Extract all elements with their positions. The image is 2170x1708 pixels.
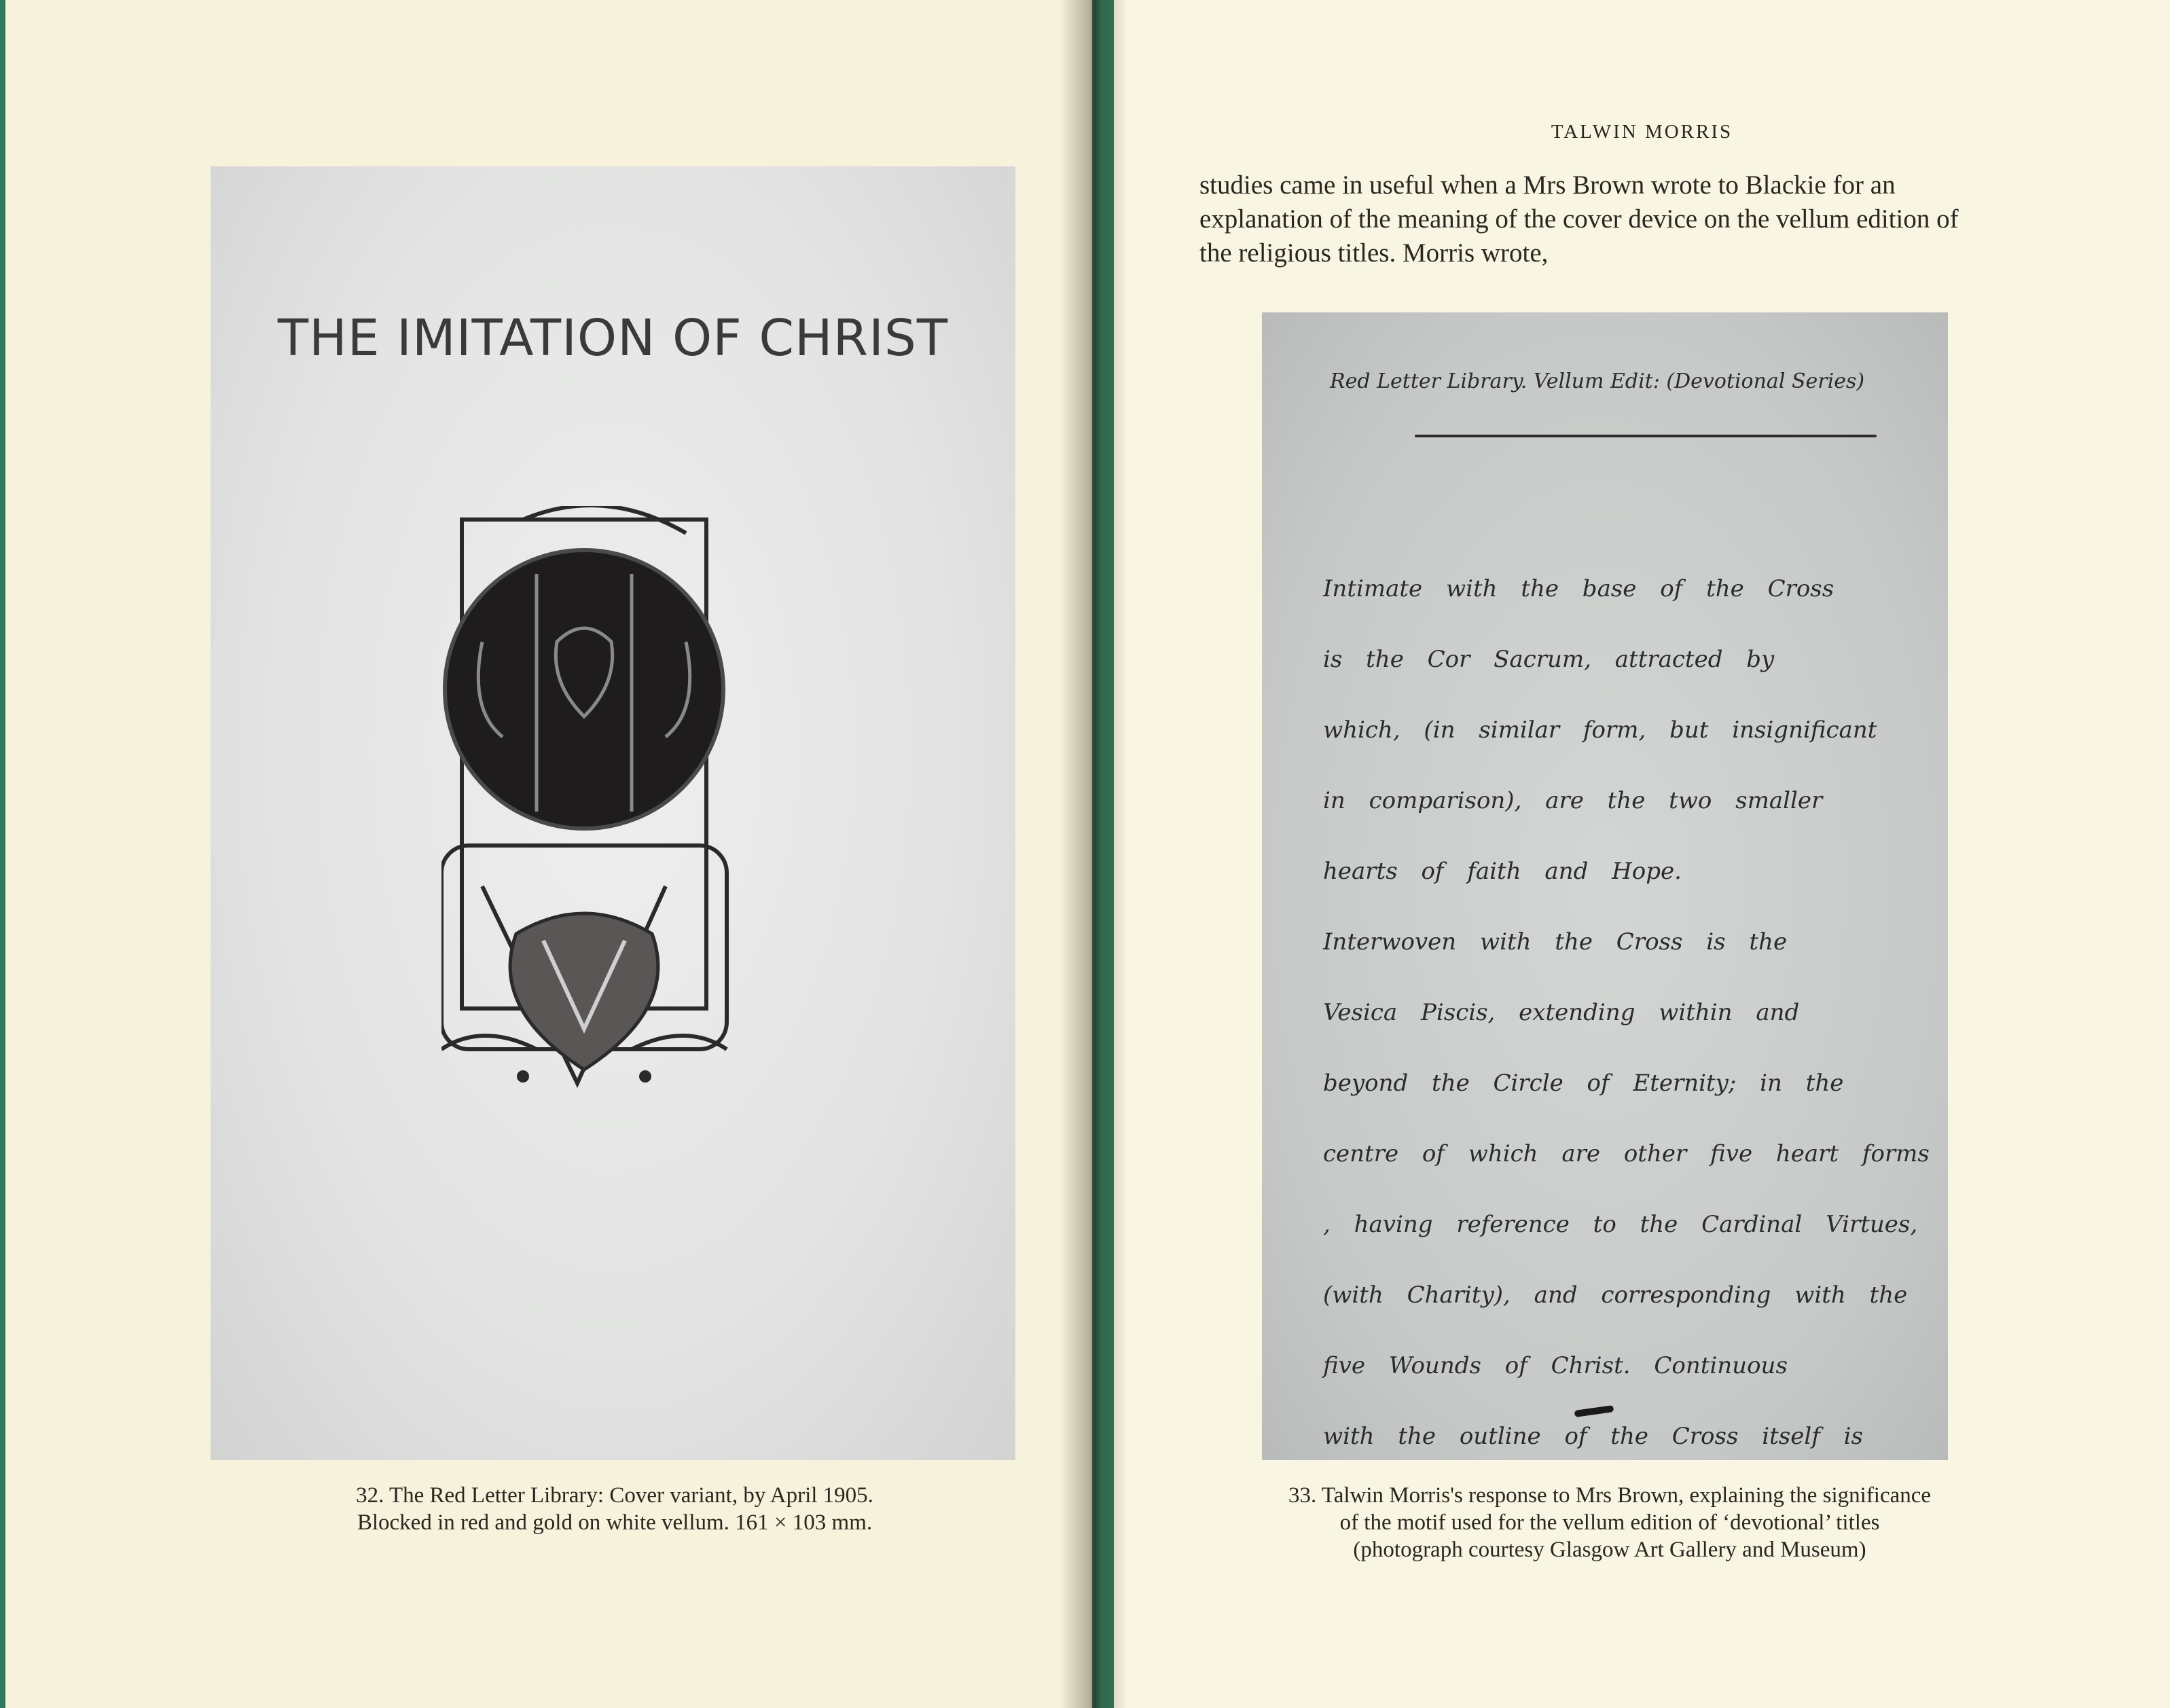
letter-heading: Red Letter Library. Vellum Edit: (Devotional Series) <box>1330 369 1865 393</box>
figure-caption-32 <box>245 1482 985 1536</box>
caption-line: 32. The Red Letter Library: Cover variant, by April 1905. <box>356 1483 873 1508</box>
letter-line: (with Charity), and corresponding with the <box>1323 1282 1908 1309</box>
caption-line: of the motif used for the vellum edition of ‘devotional’ titles <box>1339 1510 1880 1535</box>
letter-line: with the outline of the Cross itself is <box>1323 1423 1863 1450</box>
letter-line: hearts of faith and Hope. <box>1323 858 1682 885</box>
letter-line: which, (in similar form, but insignificant <box>1323 716 1877 744</box>
letter-rule <box>1415 435 1877 437</box>
body-text <box>1199 168 2011 270</box>
cross-heart-motif-icon <box>441 506 767 1185</box>
letter-body <box>1323 553 1934 1460</box>
body-line: explanation of the meaning of the cover device on the vellum edition of <box>1199 204 1959 234</box>
cover-plate-image <box>211 166 1015 1460</box>
cover-title: THE IMITATION OF CHRIST <box>277 309 949 367</box>
letter-line: Intimate with the base of the Cross <box>1323 575 1834 602</box>
book-gutter <box>1060 0 1127 1708</box>
figure-caption-33 <box>1219 1482 2000 1563</box>
letter-line: five Wounds of Christ. Continuous <box>1323 1352 1788 1379</box>
letter-line: centre of which are other five heart forms <box>1323 1140 1930 1167</box>
letter-line: Interwoven with the Cross is the <box>1323 928 1788 956</box>
body-line: the religious titles. Morris wrote, <box>1199 238 1549 268</box>
letter-line: , having reference to the Cardinal Virtues, <box>1323 1211 1918 1238</box>
running-head: TALWIN MORRIS <box>1551 121 1733 143</box>
body-line: studies came in useful when a Mrs Brown wrote to Blackie for an <box>1199 170 1896 200</box>
caption-line: 33. Talwin Morris's response to Mrs Brown, explaining the significance <box>1288 1483 1932 1508</box>
letter-line: in comparison), are the two smaller <box>1323 787 1823 814</box>
caption-line: (photograph courtesy Glasgow Art Gallery and Museum) <box>1353 1538 1866 1562</box>
handwritten-letter-image <box>1262 312 1948 1460</box>
caption-line: Blocked in red and gold on white vellum. 161 × 103 mm. <box>357 1510 873 1535</box>
letter-line: is the Cor Sacrum, attracted by <box>1323 646 1775 673</box>
letter-line: Vesica Piscis, extending within and <box>1323 999 1800 1026</box>
letter-line: beyond the Circle of Eternity; in the <box>1323 1070 1844 1097</box>
